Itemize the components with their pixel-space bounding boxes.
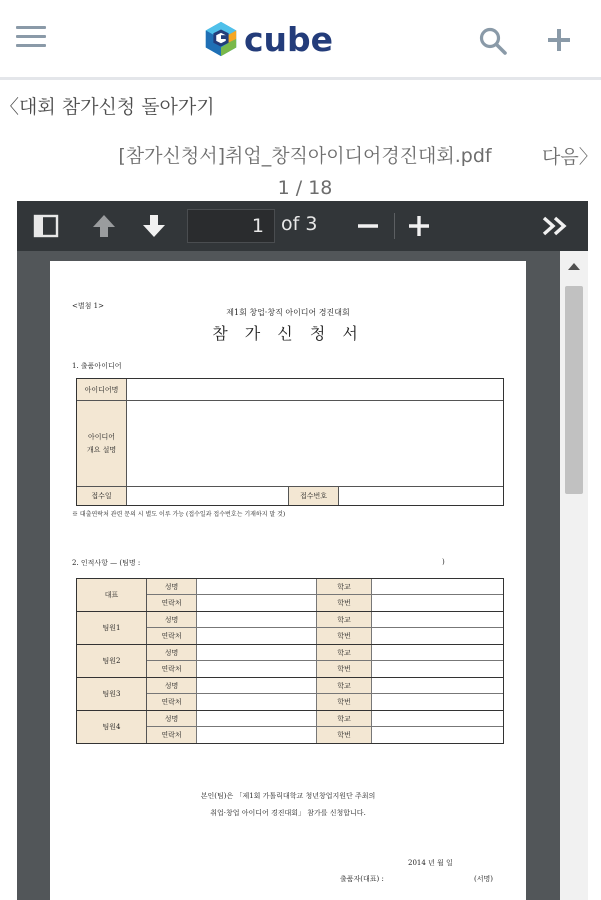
- next-page-icon[interactable]: [141, 212, 167, 240]
- name-label: 성명: [147, 678, 197, 693]
- idea-name-value: [127, 379, 503, 400]
- school-label: 학교: [317, 579, 372, 594]
- closing-text-line1: 본인(팀)은 「제1회 가톨릭대학교 청년창업지원단 주최의: [200, 792, 376, 800]
- member-group: [77, 678, 503, 711]
- receipt-number-value: [339, 487, 503, 505]
- document-title: [참가신청서]취업_창직아이디어경진대회.pdf 1 / 18: [118, 145, 492, 199]
- name-label: 성명: [147, 711, 197, 726]
- page-number-input[interactable]: [187, 209, 275, 243]
- member-group: [77, 612, 503, 645]
- member-group: [77, 645, 503, 678]
- receipt-date-value: [127, 487, 289, 505]
- pdf-page-area[interactable]: [17, 251, 560, 900]
- next-link[interactable]: 다음〉: [542, 146, 598, 168]
- closing-text-line2: 취업·창업 아이디어 경진대회」 참가를 신청합니다.: [210, 809, 366, 817]
- form-title-line2: 참 가 신 청 서: [212, 324, 364, 343]
- member-role: 팀원2: [77, 645, 147, 677]
- major-label: 학번: [317, 727, 372, 743]
- prev-page-icon[interactable]: [91, 212, 117, 240]
- idea-desc-label: 아이디어 개요 설명: [77, 401, 127, 486]
- form-title-line1: 제1회 창업·창직 아이디어 경진대회: [226, 308, 350, 317]
- name-label: 성명: [147, 612, 197, 627]
- hamburger-icon[interactable]: [16, 26, 46, 48]
- receipt-date-label: 접수일: [77, 487, 127, 505]
- more-tools-icon[interactable]: [541, 212, 569, 240]
- pdf-page: [50, 261, 526, 900]
- idea-name-label: 아이디어명: [77, 379, 127, 400]
- note-text: ※ 대출연락처 관련 문의 시 별도 이루 가능 (접수일과 접수번호는 기재하지 말 것): [72, 511, 286, 518]
- major-label: 학번: [317, 661, 372, 677]
- contact-label: 연락처: [147, 727, 197, 743]
- contact-label: 연락처: [147, 628, 197, 644]
- pdf-viewer: [17, 201, 588, 900]
- members-table: [76, 578, 504, 744]
- contact-label: 연락처: [147, 694, 197, 710]
- member-role: 대표: [77, 579, 147, 611]
- zoom-in-icon[interactable]: [408, 212, 430, 240]
- cube-logo[interactable]: [202, 17, 333, 61]
- form-attachment-label: <별첨 1>: [72, 302, 104, 310]
- member-group: [77, 711, 503, 743]
- date-line: 2014 년 월 일: [408, 859, 453, 867]
- receipt-number-label: 접수번호: [289, 487, 339, 505]
- toolbar-divider: [394, 213, 395, 239]
- school-label: 학교: [317, 612, 372, 627]
- sidebar-toggle-icon[interactable]: [33, 212, 59, 240]
- name-label: 성명: [147, 645, 197, 660]
- signature-label: (서명): [474, 875, 493, 883]
- page-count-label: of 3: [281, 213, 318, 235]
- major-label: 학번: [317, 595, 372, 611]
- idea-desc-value: [127, 401, 503, 486]
- search-icon[interactable]: [478, 26, 508, 56]
- scroll-up-arrow-icon[interactable]: [568, 263, 580, 270]
- idea-table: [76, 378, 504, 506]
- section2-heading: [72, 558, 472, 568]
- pdf-toolbar: [17, 201, 588, 251]
- section1-heading: 1. 출품아이디어: [72, 362, 122, 370]
- plus-icon[interactable]: [545, 26, 573, 54]
- receipt-row: [77, 487, 503, 505]
- idea-name-row: [77, 379, 503, 401]
- major-label: 학번: [317, 694, 372, 710]
- member-role: 팀원3: [77, 678, 147, 710]
- idea-desc-row: [77, 401, 503, 487]
- school-label: 학교: [317, 645, 372, 660]
- applicant-label: 출품자(대표) :: [340, 875, 384, 883]
- school-label: 학교: [317, 678, 372, 693]
- zoom-out-icon[interactable]: [357, 212, 379, 240]
- cube-logo-mark: [202, 20, 240, 58]
- brand-name: cube: [244, 19, 334, 59]
- contact-label: 연락처: [147, 661, 197, 677]
- app-header: [0, 0, 601, 80]
- section2-close: ): [442, 558, 445, 566]
- major-label: 학번: [317, 628, 372, 644]
- name-label: 성명: [147, 579, 197, 594]
- member-role: 팀원1: [77, 612, 147, 644]
- back-to-contest-link[interactable]: 〈대회 참가신청 돌아가기: [0, 96, 215, 118]
- member-group: [77, 579, 503, 612]
- section2-label: 2. 인적사항 — (팀명 :: [72, 559, 141, 567]
- scrollbar[interactable]: [560, 251, 588, 900]
- school-label: 학교: [317, 711, 372, 726]
- member-role: 팀원4: [77, 711, 147, 743]
- scroll-thumb[interactable]: [565, 286, 583, 494]
- contact-label: 연락처: [147, 595, 197, 611]
